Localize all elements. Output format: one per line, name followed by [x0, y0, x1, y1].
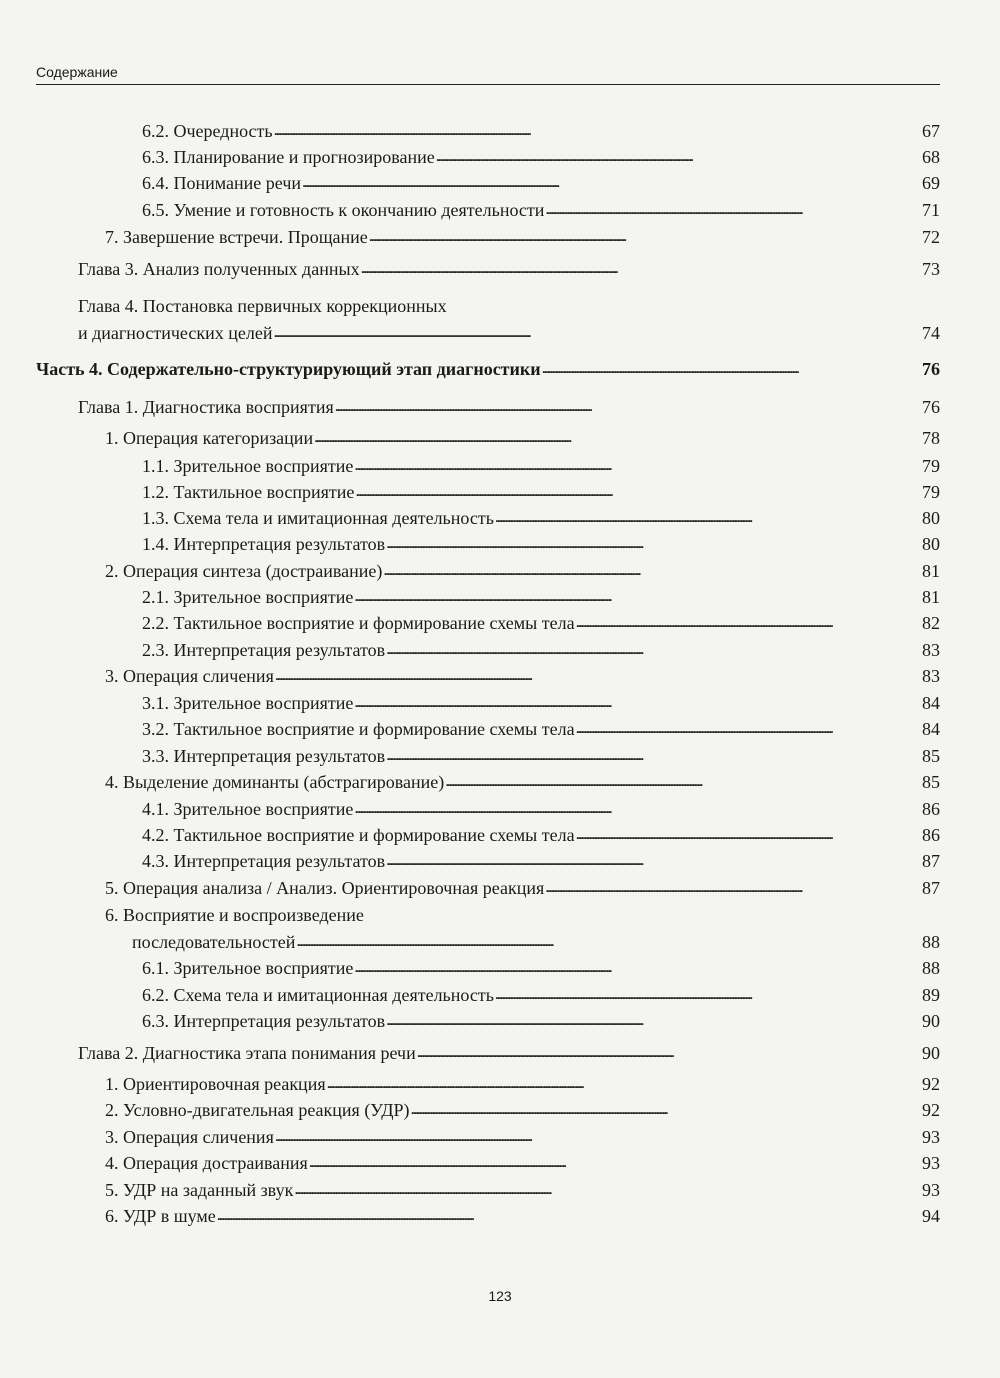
toc-entry[interactable]: [105, 1126, 940, 1148]
toc-entry-page: 86: [922, 799, 940, 819]
dot-leader: [274, 120, 921, 142]
toc-entry-title: Глава 3. Анализ полученных данных: [78, 259, 360, 279]
toc-entry[interactable]: [105, 1205, 940, 1227]
toc-entry[interactable]: [142, 120, 940, 142]
toc-entry[interactable]: [142, 507, 940, 529]
dot-leader: [354, 798, 921, 820]
toc-entry-title: 4.1. Зрительное восприятие: [142, 799, 354, 819]
toc-entry-page: 88: [922, 958, 940, 978]
dot-leader: [576, 824, 921, 846]
toc-entry[interactable]: [36, 358, 940, 380]
toc-entry[interactable]: [105, 665, 940, 687]
toc-entry-page: 89: [922, 985, 940, 1005]
dot-leader: [369, 226, 921, 248]
dot-leader: [386, 639, 921, 661]
toc-entry-page: 84: [922, 693, 940, 713]
toc-entry-page: 69: [922, 173, 940, 193]
dot-leader: [495, 984, 921, 1006]
dot-leader: [327, 1073, 921, 1095]
toc-entry-page: 80: [922, 508, 940, 528]
toc-entry-title: последовательностей: [132, 932, 296, 952]
toc-entry[interactable]: [142, 850, 940, 872]
toc-entry[interactable]: [105, 427, 940, 449]
toc-entry-title: 4. Выделение доминанты (абстрагирование): [105, 772, 445, 792]
toc-entry-page: 81: [922, 587, 940, 607]
toc-entry-page: 76: [922, 397, 940, 417]
toc-entry-page: 83: [922, 666, 940, 686]
toc-entry[interactable]: [142, 1010, 940, 1032]
dot-leader: [436, 146, 921, 168]
toc-entry-title: и диагностических целей: [78, 323, 273, 343]
toc-entry-page: 94: [922, 1206, 940, 1226]
toc-entry-page: 68: [922, 147, 940, 167]
toc-entry-title: 6.2. Очередность: [142, 121, 273, 141]
toc-entry[interactable]: [132, 931, 940, 953]
toc-entry[interactable]: [105, 560, 940, 582]
dot-leader: [354, 957, 921, 979]
toc-entry-title: 3.3. Интерпретация результатов: [142, 746, 386, 766]
dot-leader: [383, 560, 921, 582]
toc-entry-title: 1. Ориентировочная реакция: [105, 1074, 326, 1094]
toc-entry-title: 4.3. Интерпретация результатов: [142, 851, 386, 871]
toc-entry-page: 85: [922, 772, 940, 792]
toc-entry-page: 82: [922, 613, 940, 633]
toc-entry[interactable]: [142, 586, 940, 608]
dot-leader: [275, 665, 921, 687]
toc-entry-page: 74: [922, 323, 940, 343]
toc-entry[interactable]: [142, 455, 940, 477]
toc-entry[interactable]: [105, 1152, 940, 1174]
toc-entry-title: 6.3. Планирование и прогнозирование: [142, 147, 435, 167]
dot-leader: [354, 586, 921, 608]
dot-leader: [445, 771, 921, 793]
toc-entry[interactable]: [105, 877, 940, 899]
toc-entry[interactable]: [142, 692, 940, 714]
dot-leader: [354, 455, 921, 477]
toc-entry-title: 6.3. Интерпретация результатов: [142, 1011, 386, 1031]
toc-entry-title: 6.5. Умение и готовность к окончанию деятельности: [142, 200, 545, 220]
dot-leader: [314, 427, 921, 449]
toc-entry-page: 71: [922, 200, 940, 220]
toc-entry-title: Глава 2. Диагностика этапа понимания речи: [78, 1043, 416, 1063]
toc-entry[interactable]: [78, 258, 940, 280]
toc-entry-title: 5. Операция анализа / Анализ. Ориентировочная реакция: [105, 878, 545, 898]
dot-leader: [576, 718, 921, 740]
toc-entry[interactable]: [105, 1179, 940, 1201]
dot-leader: [386, 533, 921, 555]
toc-entry-title: 7. Завершение встречи. Прощание: [105, 227, 368, 247]
toc-entry-title: 1. Операция категоризации: [105, 428, 314, 448]
toc-entry-title: 2.1. Зрительное восприятие: [142, 587, 354, 607]
toc-entry[interactable]: [142, 639, 940, 661]
toc-entry-title: Глава 1. Диагностика восприятия: [78, 397, 334, 417]
toc-entry-page: 93: [922, 1153, 940, 1173]
toc-entry[interactable]: [105, 1099, 940, 1121]
toc-entry[interactable]: [78, 322, 940, 344]
dot-leader: [495, 507, 921, 529]
dot-leader: [545, 877, 921, 899]
toc-entry-page: 93: [922, 1180, 940, 1200]
toc-entry-page: 88: [922, 932, 940, 952]
toc-entry-title: 2. Условно-двигательная реакция (УДР): [105, 1100, 410, 1120]
toc-entry-page: 90: [922, 1011, 940, 1031]
toc-entry-page: 90: [922, 1043, 940, 1063]
toc-entry-title: 6. УДР в шуме: [105, 1206, 216, 1226]
toc-entry-title: 2.2. Тактильное восприятие и формирование схемы тела: [142, 613, 575, 633]
toc-entry[interactable]: [142, 745, 940, 767]
dot-leader: [386, 745, 921, 767]
toc-entry-page: 73: [922, 259, 940, 279]
toc-entry-title: 4. Операция достраивания: [105, 1153, 308, 1173]
toc-entry[interactable]: [142, 984, 940, 1006]
toc-entry-page: 92: [922, 1100, 940, 1120]
toc-entry-page: 85: [922, 746, 940, 766]
toc-entry-page: 87: [922, 878, 940, 898]
toc-entry-page: 78: [922, 428, 940, 448]
toc-entry-title: 2. Операция синтеза (достраивание): [105, 561, 383, 581]
toc-entry-title: 6.1. Зрительное восприятие: [142, 958, 354, 978]
dot-leader: [275, 1126, 921, 1148]
dot-leader: [386, 850, 921, 872]
toc-entry[interactable]: [142, 957, 940, 979]
dot-leader: [576, 612, 921, 634]
toc-entry-title: 4.2. Тактильное восприятие и формирование схемы тела: [142, 825, 575, 845]
dot-leader: [309, 1152, 921, 1174]
dot-leader: [294, 1179, 921, 1201]
toc-entry[interactable]: [105, 226, 940, 248]
toc-entry-title-line: 6. Восприятие и воспроизведение: [105, 905, 364, 925]
toc-entry-page: 72: [922, 227, 940, 247]
toc-entry-title: 6.2. Схема тела и имитационная деятельность: [142, 985, 494, 1005]
toc-entry-title: 3. Операция сличения: [105, 666, 274, 686]
dot-leader: [417, 1042, 921, 1064]
toc-entry-title: 1.3. Схема тела и имитационная деятельность: [142, 508, 494, 528]
toc-entry-title: 3.1. Зрительное восприятие: [142, 693, 354, 713]
toc-entry[interactable]: [142, 718, 940, 740]
toc-entry[interactable]: [142, 533, 940, 555]
toc-entry[interactable]: [142, 481, 940, 503]
toc-entry-page: 83: [922, 640, 940, 660]
dot-leader: [354, 692, 921, 714]
toc-entry[interactable]: [142, 824, 940, 846]
toc-entry[interactable]: [78, 396, 940, 418]
toc-entry[interactable]: [142, 798, 940, 820]
dot-leader: [361, 258, 921, 280]
toc-entry-title: 3. Операция сличения: [105, 1127, 274, 1147]
dot-leader: [355, 481, 921, 503]
toc-entry-page: 79: [922, 456, 940, 476]
dot-leader: [411, 1099, 921, 1121]
toc-entry-title: Часть 4. Содержательно-структурирующий этап диагностики: [36, 359, 541, 379]
toc-entry-page: 84: [922, 719, 940, 739]
toc-entry-page: 76: [922, 359, 940, 379]
dot-leader: [542, 358, 921, 380]
toc-entry[interactable]: [105, 1073, 940, 1095]
dot-leader: [302, 172, 921, 194]
toc-entry-page: 92: [922, 1074, 940, 1094]
dot-leader: [335, 396, 921, 418]
toc-entry-title: 3.2. Тактильное восприятие и формирование схемы тела: [142, 719, 575, 739]
toc-entry-page: 79: [922, 482, 940, 502]
toc-entry[interactable]: [142, 612, 940, 634]
toc-entry[interactable]: [142, 146, 940, 168]
toc-entry-page: 81: [922, 561, 940, 581]
toc-entry-title: 1.1. Зрительное восприятие: [142, 456, 354, 476]
toc-entry-title: 1.2. Тактильное восприятие: [142, 482, 355, 502]
dot-leader: [217, 1205, 921, 1227]
toc-entry-title-line: Глава 4. Постановка первичных коррекционных: [78, 296, 447, 316]
toc-entry-page: 86: [922, 825, 940, 845]
toc-entry-page: 80: [922, 534, 940, 554]
dot-leader: [545, 199, 921, 221]
toc-entry-title: 6.4. Понимание речи: [142, 173, 302, 193]
toc-entry-title: 5. УДР на заданный звук: [105, 1180, 294, 1200]
dot-leader: [386, 1010, 921, 1032]
toc-entry-page: 67: [922, 121, 940, 141]
dot-leader: [273, 322, 921, 344]
toc-entry[interactable]: [142, 199, 940, 221]
toc-entry-title: 2.3. Интерпретация результатов: [142, 640, 386, 660]
toc-entry[interactable]: [105, 771, 940, 793]
toc-entry-title: 1.4. Интерпретация результатов: [142, 534, 386, 554]
toc-entry-page: 87: [922, 851, 940, 871]
page-number: 123: [488, 1288, 512, 1304]
running-head: Содержание: [36, 64, 118, 80]
toc-entry[interactable]: [142, 172, 940, 194]
toc-entry-page: 93: [922, 1127, 940, 1147]
toc-entry[interactable]: [78, 1042, 940, 1064]
dot-leader: [296, 931, 921, 953]
